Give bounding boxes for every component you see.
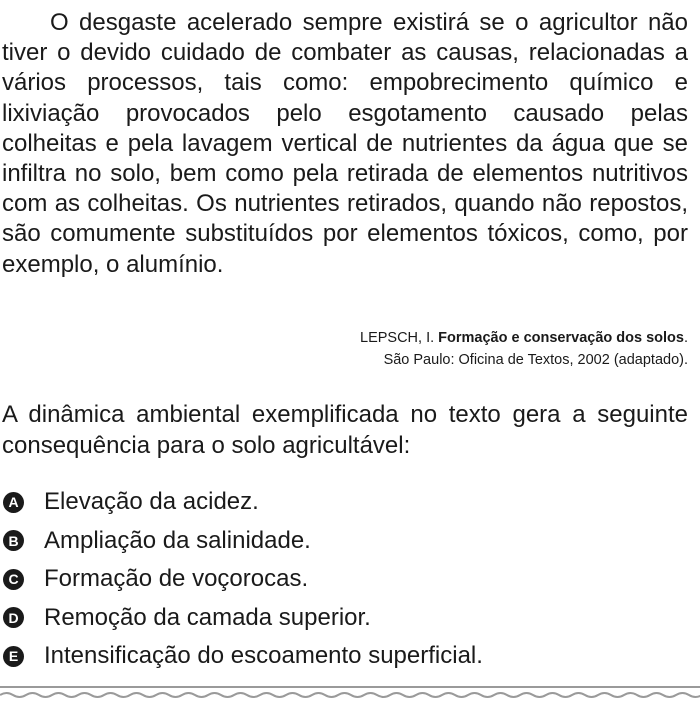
- option-e[interactable]: [2, 637, 688, 676]
- option-c-text: Formação de voçorocas.: [44, 565, 309, 593]
- citation-publication: São Paulo: Oficina de Textos, 2002 (adaptado).: [383, 352, 688, 368]
- option-d-text: Remoção da camada superior.: [44, 603, 371, 631]
- option-c[interactable]: [2, 560, 688, 599]
- option-e-letter-icon: E: [3, 646, 24, 667]
- citation-author: LEPSCH, I.: [360, 330, 439, 346]
- option-c-letter-icon: C: [3, 569, 24, 590]
- source-citation: [360, 327, 688, 371]
- option-b-letter-icon: B: [3, 530, 24, 551]
- citation-title: Formação e conservação dos solos: [438, 330, 684, 346]
- option-e-text: Intensificação do escoamento superficial.: [44, 642, 483, 670]
- option-b-text: Ampliação da salinidade.: [44, 526, 311, 554]
- citation-line-1: [360, 327, 688, 349]
- option-a-text: Elevação da acidez.: [44, 488, 259, 516]
- option-a[interactable]: [2, 483, 688, 522]
- question-text: A dinâmica ambiental exemplificada no texto gera a seguinte consequência para o solo agricultável:: [2, 401, 688, 459]
- answer-options: [2, 483, 688, 676]
- citation-title-end: .: [683, 330, 688, 346]
- divider-wave: [0, 693, 700, 697]
- passage-text: O desgaste acelerado sempre existirá se o agricultor não tiver o devido cuidado de combater as causas, relacionadas a vários processos, tais como: empobrecimento químico e lixiviação provocados pelo esgotamento causado pelas colheitas e pela lavagem vertical de nutrientes da água que se infiltra no solo, bem como pela retirada de elementos nutritivos com as colheitas. Os nutrientes retirados, quando não repostos, são comumente substituídos por elementos tóxicos, como, por exemplo, o alumínio.: [2, 9, 688, 278]
- option-d[interactable]: [2, 599, 688, 638]
- wavy-divider: [0, 684, 700, 704]
- option-a-letter-icon: A: [3, 492, 24, 513]
- option-d-letter-icon: D: [3, 607, 24, 628]
- option-b[interactable]: [2, 522, 688, 561]
